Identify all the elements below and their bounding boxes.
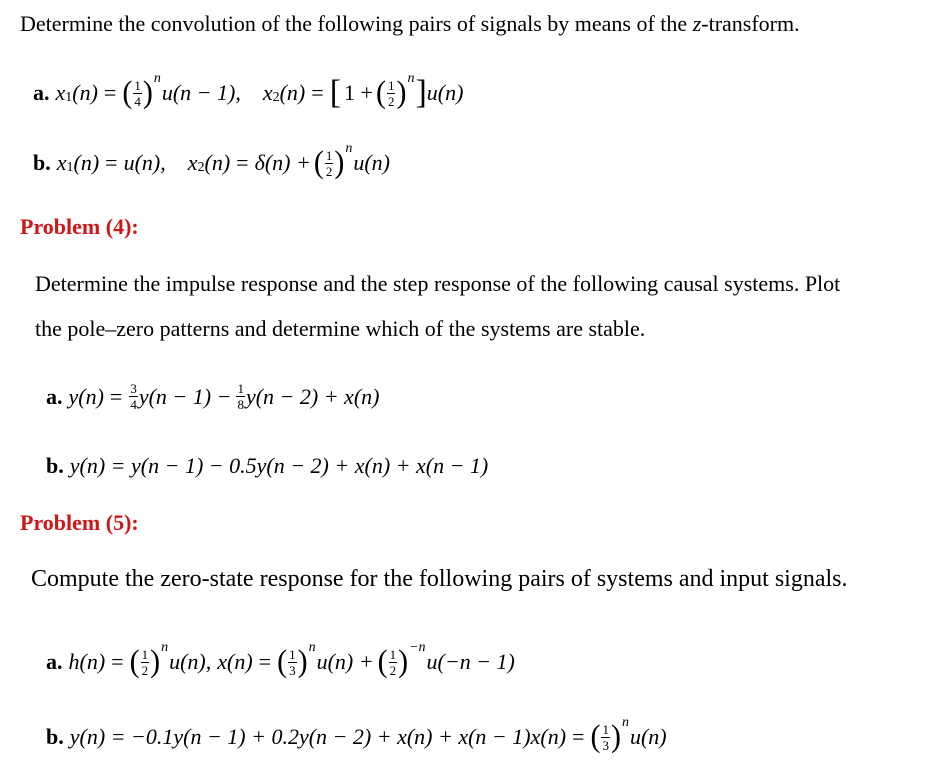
x1-symbol: x [55, 80, 66, 105]
problem-5-heading: Problem (5): [20, 510, 139, 535]
equals: = [311, 80, 324, 105]
den: 2 [389, 662, 397, 678]
u-term: u(n) [629, 724, 667, 749]
label-b: b. [46, 453, 64, 478]
y-term-2: y(n − 2) + x(n) [245, 383, 380, 409]
u-term: u(n − 1), [161, 80, 241, 105]
fraction-1-2 [389, 648, 398, 677]
equation-5b [46, 715, 667, 754]
lparen: ( [122, 75, 133, 110]
sub-1: 1 [65, 90, 73, 105]
intro-post: -transform. [701, 11, 800, 36]
equation-4b [46, 455, 488, 477]
sub-1: 1 [66, 160, 74, 175]
equation-4a [46, 382, 379, 411]
n-arg: (n) [204, 150, 231, 175]
u-term: u(n), [123, 150, 166, 175]
delta-term: δ(n) + [254, 150, 311, 175]
y-lhs: y(n) [68, 383, 104, 409]
n-arg: (n) [279, 80, 306, 105]
equals: = [103, 80, 117, 105]
power-group [590, 715, 630, 754]
num: 1 [602, 721, 609, 737]
equals: = [572, 724, 585, 749]
num: 1 [134, 77, 141, 93]
exponent-n: n [161, 640, 169, 655]
power-group [122, 71, 162, 110]
u-term: u(n), [169, 649, 212, 674]
u-term: u(n) [426, 80, 464, 105]
label-a: a. [33, 80, 50, 105]
n-arg: (n) [72, 80, 98, 105]
num: 3 [130, 381, 137, 396]
rparen: ) [150, 644, 161, 679]
sub-2: 2 [197, 160, 205, 175]
problem-5-text: Compute the zero-state response for the following pairs of systems and input signals. [31, 566, 848, 592]
num: 1 [325, 147, 333, 163]
lparen: ( [277, 644, 288, 679]
den: 4 [130, 397, 137, 412]
sub-2: 2 [272, 90, 280, 105]
equation-3b [33, 141, 390, 180]
den: 2 [141, 662, 149, 678]
problem-4-heading: Problem (4): [20, 214, 139, 239]
rparen: ) [398, 644, 409, 679]
num: 1 [237, 381, 244, 396]
num: 1 [141, 646, 149, 662]
equals: = [105, 150, 118, 175]
lparen: ( [590, 719, 601, 754]
n-arg: (n) [73, 150, 100, 175]
problem-4-text-line-2: the pole–zero patterns and determine which of the systems are stable. [35, 316, 646, 341]
lparen: ( [129, 644, 140, 679]
problem-4-text-line-1: Determine the impulse response and the step response of the following causal systems. Plot [35, 271, 841, 296]
x1-symbol: x [56, 150, 67, 175]
label-a: a. [46, 383, 63, 409]
equals: = [109, 383, 123, 409]
u-term: u(n) [353, 150, 390, 175]
fraction-3-4 [129, 382, 138, 411]
equals: = [111, 649, 124, 674]
fraction-1-2 [141, 648, 150, 677]
num: 1 [387, 77, 395, 93]
fraction-1-8 [236, 382, 245, 411]
one-plus: 1 + [344, 80, 373, 105]
exponent-n: n [407, 71, 415, 86]
den: 2 [387, 93, 395, 109]
power-group [377, 640, 427, 679]
u-term: u(−n − 1) [426, 649, 515, 674]
exponent-n: n [308, 640, 316, 655]
power-group [129, 640, 170, 679]
h-lhs: h(n) [68, 649, 106, 674]
label-b: b. [46, 724, 64, 749]
power-group [375, 71, 416, 110]
x2-symbol: x [187, 150, 198, 175]
fraction-1-4 [133, 79, 142, 108]
rparen: ) [334, 145, 345, 180]
difference-equation: y(n) = y(n − 1) − 0.5y(n − 2) + x(n) + x(n − 1) [69, 453, 489, 478]
equation-3a [33, 71, 464, 111]
power-group [313, 141, 354, 180]
den: 4 [134, 93, 141, 109]
label-b: b. [33, 150, 51, 175]
lparen: ( [377, 644, 388, 679]
rbracket: ] [415, 74, 427, 111]
exponent-n: n [345, 141, 353, 156]
den: 8 [237, 397, 244, 412]
u-term: u(n) + [316, 649, 374, 674]
difference-equation: y(n) = −0.1y(n − 1) + 0.2y(n − 2) + x(n) + x(n − 1)x(n) [69, 724, 567, 749]
num: 1 [389, 646, 397, 662]
x2-symbol: x [262, 80, 273, 105]
exponent-n: n [153, 71, 161, 86]
equals: = [258, 649, 272, 674]
rparen: ) [142, 75, 153, 110]
fraction-1-3 [288, 648, 297, 677]
lparen: ( [375, 75, 386, 110]
power-group [277, 640, 317, 679]
fraction-1-2 [325, 149, 334, 178]
rparen: ) [297, 644, 308, 679]
intro-z: z [692, 11, 702, 36]
intro-pre: Determine the convolution of the following pairs of signals by means of the [20, 11, 693, 36]
label-a: a. [46, 649, 63, 674]
rparen: ) [610, 719, 621, 754]
exponent-n: n [621, 715, 629, 730]
fraction-1-3 [601, 723, 610, 752]
den: 3 [289, 662, 296, 678]
den: 2 [325, 163, 333, 179]
num: 1 [289, 646, 296, 662]
equation-5a [46, 640, 515, 679]
equals: = [236, 150, 249, 175]
x-lhs: x(n) [217, 649, 253, 674]
lparen: ( [313, 145, 324, 180]
exponent-neg-n: −n [409, 640, 426, 655]
fraction-1-2 [387, 79, 396, 108]
rparen: ) [396, 75, 407, 110]
lbracket: [ [329, 74, 342, 111]
den: 3 [602, 737, 609, 753]
y-term-1: y(n − 1) − [138, 383, 232, 409]
intro-text [20, 13, 800, 35]
